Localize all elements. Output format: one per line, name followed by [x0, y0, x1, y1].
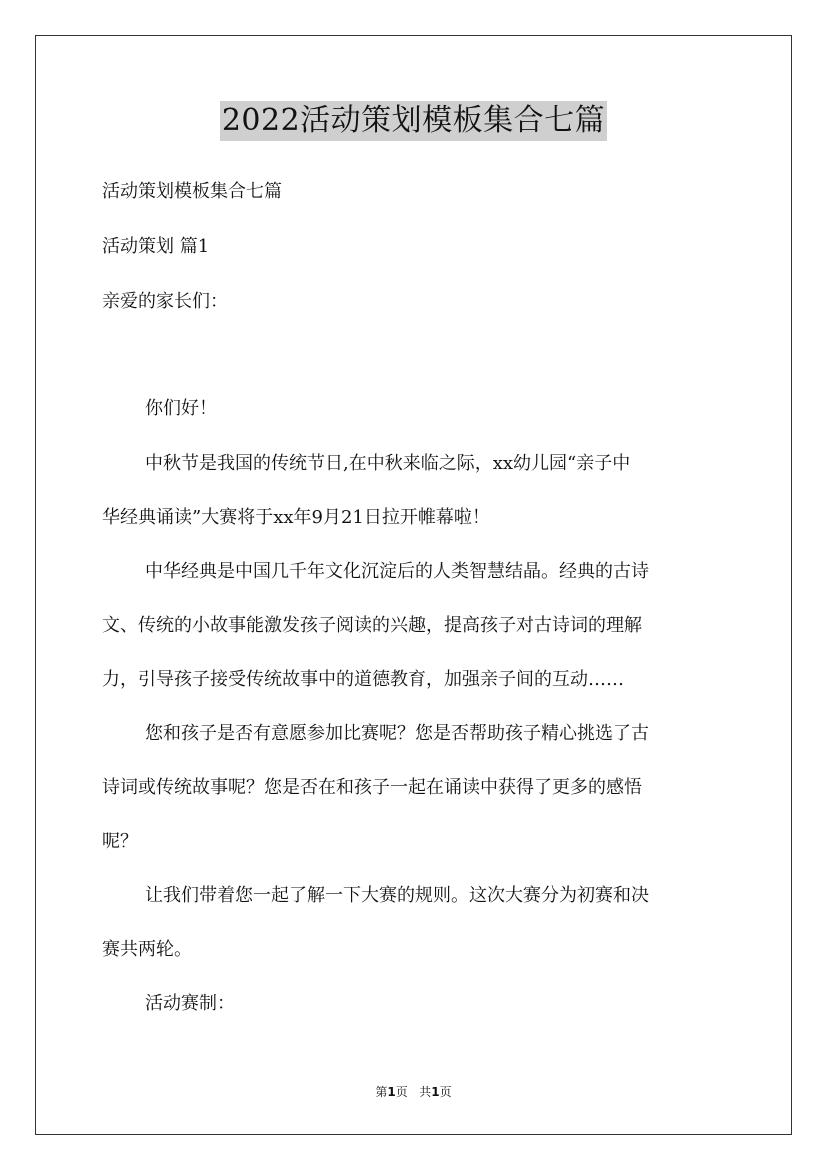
paragraph-2-line-3: 力，引导孩子接受传统故事中的道德教育，加强亲子间的互动……: [102, 669, 624, 690]
paragraph-2-line-2: 文、传统的小故事能激发孩子阅读的兴趣，提高孩子对古诗词的理解: [102, 615, 642, 636]
page-footer: [0, 1084, 827, 1100]
footer-page-suffix: 页: [395, 1085, 408, 1099]
footer-page-prefix: 第: [375, 1085, 388, 1099]
footer-total-suffix: 页: [439, 1085, 452, 1099]
paragraph-5-heading: 活动赛制：: [145, 993, 235, 1014]
footer-total-prefix: 共: [419, 1085, 432, 1099]
paragraph-1-line-1: 中秋节是我国的传统节日,在中秋来临之际，xx幼儿园“亲子中: [145, 453, 631, 474]
paragraph-1-line-2: 华经典诵读”大赛将于xx年9月21日拉开帷幕啦！: [102, 507, 490, 528]
salutation: 亲爱的家长们：: [102, 291, 228, 312]
paragraph-3-line-2: 诗词或传统故事呢？您是否在和孩子一起在诵读中获得了更多的感悟: [102, 777, 642, 798]
paragraph-4-line-1: 让我们带着您一起了解一下大赛的规则。这次大赛分为初赛和决: [145, 885, 649, 906]
section-heading: 活动策划 篇1: [102, 236, 210, 257]
paragraph-3-line-3: 呢？: [102, 831, 138, 852]
title-container: [0, 101, 827, 141]
paragraph-3-line-1: 您和孩子是否有意愿参加比赛呢？您是否帮助孩子精心挑选了古: [145, 723, 649, 744]
footer-page-number: 1: [387, 1085, 396, 1099]
paragraph-4-line-2: 赛共两轮。: [102, 939, 192, 960]
footer-total-number: 1: [431, 1085, 440, 1099]
document-title: 2022活动策划模板集合七篇: [220, 101, 607, 141]
subtitle: 活动策划模板集合七篇: [102, 181, 282, 202]
paragraph-2-line-1: 中华经典是中国几千年文化沉淀后的人类智慧结晶。经典的古诗: [145, 561, 649, 582]
greeting-paragraph: 你们好！: [145, 398, 217, 419]
